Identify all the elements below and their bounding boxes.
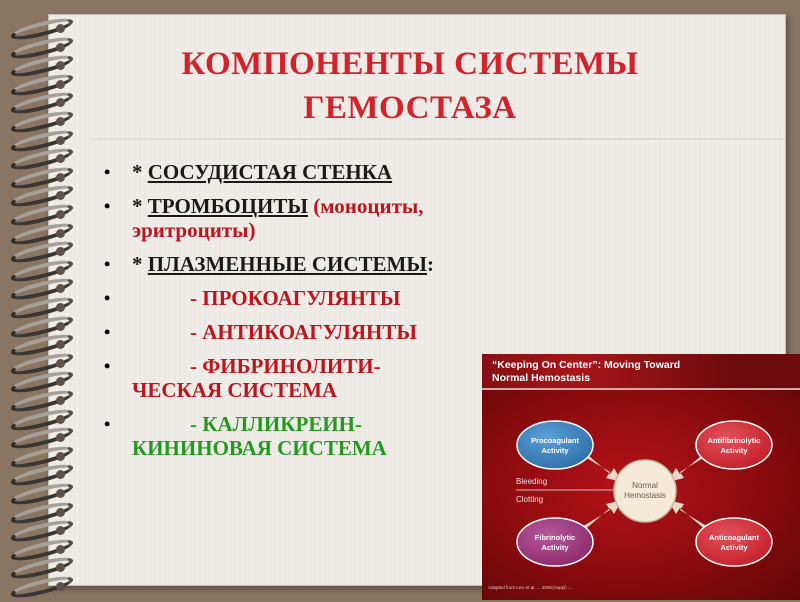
inset-title-line-1: “Keeping On Center”: Moving Toward [492,359,681,371]
binding-hole [56,229,65,238]
binding-hole [56,210,65,219]
list-item-vascular-wall [98,160,498,184]
binding-hole [56,80,65,89]
bullet-icon: • [104,356,111,376]
anticoagulant-label-line-2: Activity [720,543,748,552]
item-suffix: : [426,252,434,276]
title-line-1: КОМПОНЕНТЫ СИСТЕМЫ [181,46,639,82]
binding-hole [56,247,65,256]
binding-hole [56,526,65,535]
component-list [98,160,498,470]
list-item-procoagulants [98,286,498,310]
binding-hole [56,582,65,591]
binding-hole [56,303,65,312]
center-label-line-1: Normal [632,481,658,490]
binding-hole [56,266,65,275]
bullet-icon: • [104,162,111,182]
binding-hole [56,508,65,517]
binding-hole [56,173,65,182]
inset-title-line-2: Normal Hemostasis [492,372,591,384]
binding-hole [56,340,65,349]
binding-hole [56,117,65,126]
item-prefix: * [132,252,148,276]
title-divider [90,138,785,140]
binding-hole [56,154,65,163]
binding-hole [56,136,65,145]
item-text: - ПРОКОАГУЛЯНТЫ [190,286,401,310]
procoagulant-node [517,421,593,469]
title-line-2: ГЕМОСТАЗА [303,90,517,126]
antifibrinolytic-node [696,421,772,469]
anticoagulant-label-line-1: Anticoagulant [709,533,759,542]
binding-hole [56,24,65,33]
procoagulant-label-line-2: Activity [541,446,569,455]
item-main: СОСУДИСТАЯ СТЕНКА [147,160,393,184]
binding-hole [56,563,65,572]
procoagulant-label-line-1: Procoagulant [531,436,579,445]
item-text-continued: ЧЕСКАЯ СИСТЕМА [132,378,338,402]
list-item-platelets [98,194,498,242]
bullet-icon: • [104,288,111,308]
item-main: ТРОМБОЦИТЫ [147,194,308,218]
binding-hole [56,433,65,442]
clotting-label: Clotting [516,495,544,504]
arrow-fibrinolytic [580,500,622,532]
item-text: - КАЛЛИКРЕИН- [190,412,362,436]
list-item-plasma-systems [98,252,498,276]
inset-source-caption: Adapted from Levi et al. ... 2008;(suppl) ... [488,585,572,590]
bullet-icon: • [104,414,111,434]
bullet-icon: • [104,322,111,342]
bullet-icon: • [104,254,111,274]
slide-title [90,42,730,130]
binding-hole [56,284,65,293]
bullet-icon: • [104,196,111,216]
fibrinolytic-label-line-2: Activity [541,543,569,552]
binding-hole [56,43,65,52]
list-item-anticoagulants [98,320,498,344]
bleeding-label: Bleeding [516,477,548,486]
inset-title [492,359,792,385]
hemostasis-diagram [482,390,800,600]
spiral-binding [0,0,80,600]
center-label-line-2: Hemostasis [624,491,666,500]
binding-hole [56,322,65,331]
item-suffix: (моноциты, эритроциты) [132,194,424,242]
item-text: - ФИБРИНОЛИТИ- [190,354,381,378]
binding-hole [56,470,65,479]
binding-hole [56,545,65,554]
item-text-continued: КИНИНОВАЯ СИСТЕМА [132,436,387,460]
item-main: ПЛАЗМЕННЫЕ СИСТЕМЫ [147,252,427,276]
antifibrinolytic-label-line-1: Antifibrinolytic [707,436,761,445]
fibrinolytic-label-line-1: Fibrinolytic [534,533,576,542]
item-prefix: * [132,160,148,184]
hemostasis-diagram-inset [482,354,800,600]
binding-hole [56,191,65,200]
binding-hole [56,415,65,424]
anticoagulant-node [696,518,772,566]
list-item-fibrinolytic-system [98,354,498,402]
binding-hole [56,377,65,386]
fibrinolytic-node [517,518,593,566]
antifibrinolytic-label-line-2: Activity [720,446,748,455]
binding-hole [56,396,65,405]
binding-hole [56,452,65,461]
item-text: - АНТИКОАГУЛЯНТЫ [190,320,418,344]
binding-hole [56,359,65,368]
list-item-kallikrein-kinin-system [98,412,498,460]
binding-hole [56,489,65,498]
binding-hole [56,98,65,107]
binding-hole [56,61,65,70]
item-prefix: * [132,194,148,218]
